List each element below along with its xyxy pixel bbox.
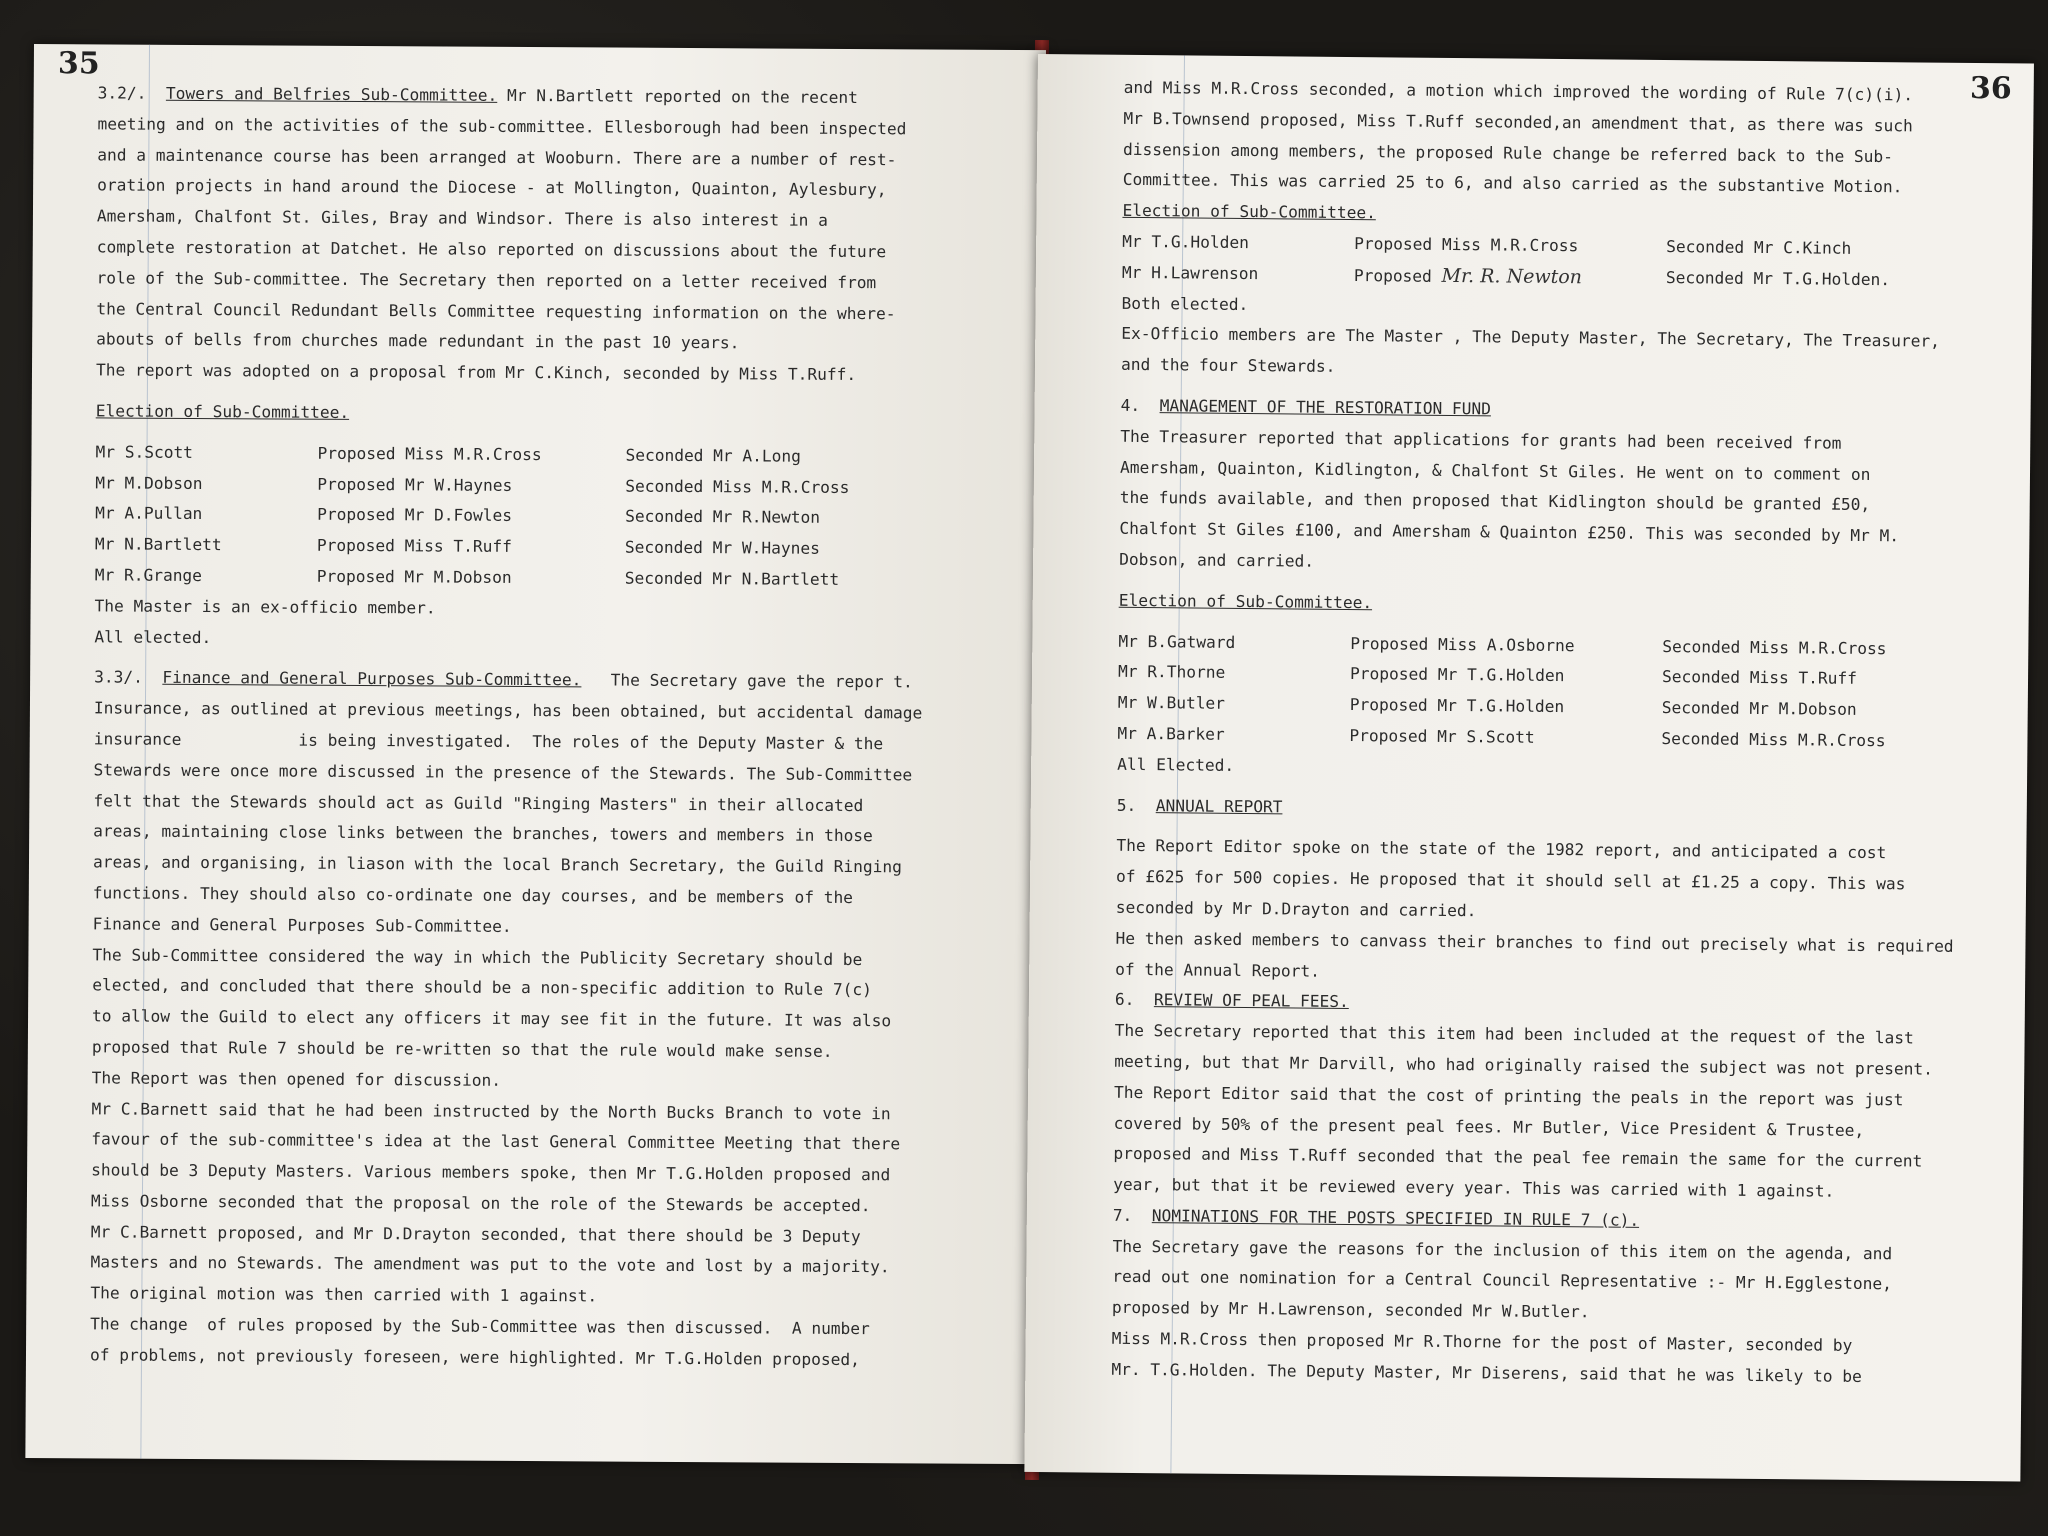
text-line: insurance is being investigated. The roles of the Deputy Master & the <box>93 729 884 754</box>
text-line: Mr C.Barnett proposed, and Mr D.Drayton seconded, that there should be 3 Deputy <box>90 1222 861 1246</box>
text-line: The Sub-Committee considered the way in which the Publicity Secretary should be <box>92 944 863 969</box>
proposed-label: Proposed <box>1353 265 1432 286</box>
text-line: The Secretary gave the reasons for the inclusion of this item on the agenda, and <box>1112 1236 1893 1263</box>
section-heading: REVIEW OF PEAL FEES. <box>1153 990 1349 1012</box>
text-line: abouts of bells from churches made redundant in the past 10 years. <box>96 329 740 353</box>
seconded-by: Seconded Miss M.R.Cross <box>1661 728 1886 751</box>
right-page-text <box>1111 73 1962 1394</box>
text-line: oration projects in hand around the Diocese - at Mollington, Quainton, Aylesbury, <box>97 175 887 200</box>
text-line: areas, maintaining close links between the branches, towers and members in those <box>93 821 873 846</box>
text-line: The Master is an ex-officio member. <box>94 596 436 618</box>
text-line: seconded by Mr D.Drayton and carried. <box>1115 897 1477 921</box>
text-line: and the four Stewards. <box>1120 354 1336 377</box>
nominee-name: Mr N.Bartlett <box>94 534 222 555</box>
text-line: All elected. <box>94 626 212 647</box>
section-number: 3.2/. <box>97 83 147 103</box>
text-line: The Report Editor said that the cost of printing the peals in the report was just <box>1113 1082 1904 1110</box>
text-line: The change of rules proposed by the Sub-Committee was then discussed. A number <box>90 1314 870 1339</box>
text-line: complete restoration at Datchet. He also reported on discussions about the future <box>96 237 887 262</box>
text-line: Miss M.R.Cross then proposed Mr R.Thorne for the post of Master, seconded by <box>1111 1328 1853 1355</box>
section-heading: Finance and General Purposes Sub-Committee. <box>162 668 582 690</box>
election-row <box>95 499 924 535</box>
left-page <box>25 44 1046 1464</box>
text-line: He then asked members to canvass their branches to find out precisely what is required <box>1115 928 1954 956</box>
handwritten-name: Mr. R. Newton <box>1441 264 1583 289</box>
election-row <box>95 530 924 566</box>
text-line: covered by 50% of the present peal fees. Mr Butler, Vice President & Trustee, <box>1113 1113 1865 1140</box>
seconded-by: Seconded Mr N.Bartlett <box>624 568 840 589</box>
text-line: The Treasurer reported that applications for grants had been received from <box>1120 426 1842 453</box>
text-line: Amersham, Quainton, Kidlington, & Chalfont St Giles. He went on to comment on <box>1119 457 1871 484</box>
text-line: Amersham, Chalfont St. Giles, Bray and Windsor. There is also interest in a <box>96 206 828 231</box>
section-3-2-first-line <box>98 78 927 114</box>
election-heading: Election of Sub-Committee. <box>1118 590 1373 612</box>
text-line: Both elected. <box>1121 293 1249 314</box>
nominee-name: Mr A.Barker <box>1117 723 1225 744</box>
text-line: of £625 for 500 copies. He proposed that it should sell at £1.25 a copy. This was <box>1116 866 1906 894</box>
page-number: 35 <box>57 46 100 82</box>
nominee-name: Mr W.Butler <box>1117 692 1226 713</box>
seconded-by: Seconded Mr R.Newton <box>625 506 821 528</box>
section-number: 5. <box>1116 795 1137 815</box>
proposed-by: Proposed Miss M.R.Cross <box>1354 234 1579 256</box>
text-line: The original motion was then carried with 1 against. <box>90 1283 598 1306</box>
text-line: elected, and concluded that there should be a non-specific addition to Rule 7(c) <box>92 975 872 1000</box>
section-number: 7. <box>1112 1205 1133 1225</box>
text-line: of problems, not previously foreseen, were highlighted. Mr T.G.Holden proposed, <box>89 1345 860 1369</box>
nominee-name: Mr B.Gatward <box>1118 631 1236 652</box>
text-line: proposed that Rule 7 should be re-written so that the rule would make sense. <box>91 1037 833 1061</box>
text-line: year, but that it be reviewed every year. This was carried with 1 against. <box>1113 1174 1835 1201</box>
text-line: The report was adopted on a proposal from Mr C.Kinch, seconded by Miss T.Ruff. <box>95 360 857 385</box>
page-number: 36 <box>1969 70 2012 107</box>
text-line: Insurance, as outlined at previous meetings, has been obtained, but accidental damage <box>93 698 923 723</box>
seconded-by: Seconded Mr W.Haynes <box>624 537 820 558</box>
text-line: areas, and organising, in liason with the local Branch Secretary, the Guild Ringing <box>92 852 902 877</box>
section-heading: Towers and Belfries Sub-Committee. <box>165 83 498 105</box>
text-line: and a maintenance course has been arranged at Wooburn. There are a number of rest- <box>97 144 897 169</box>
text-line: the funds available, and then proposed that Kidlington should be granted £50, <box>1119 488 1871 515</box>
text-line: proposed and Miss T.Ruff seconded that the peal fee remain the same for the current <box>1113 1144 1923 1171</box>
text-line: of the Annual Report. <box>1115 959 1320 981</box>
election-heading: Election of Sub-Committee. <box>1122 201 1376 223</box>
text-line: The Report Editor spoke on the state of the 1982 report, and anticipated a cost <box>1116 836 1887 863</box>
nominee-name: Mr H.Lawrenson <box>1121 262 1259 283</box>
text-line: Ex-Officio members are The Master , The Deputy Master, The Secretary, The Treasurer, <box>1121 324 1941 352</box>
text-line: Mr N.Bartlett reported on the recent <box>506 85 858 108</box>
nominee-name: Mr A.Pullan <box>95 503 203 524</box>
proposed-by <box>1354 260 1666 294</box>
election-row <box>95 437 924 473</box>
nominee-name: Mr S.Scott <box>95 442 194 462</box>
text-line: Dobson, and carried. <box>1119 549 1315 571</box>
nominee-name: Mr R.Grange <box>94 565 203 585</box>
section-heading: NOMINATIONS FOR THE POSTS SPECIFIED IN RULE 7 (c). <box>1151 1206 1640 1230</box>
seconded-by: Seconded Miss T.Ruff <box>1661 667 1858 689</box>
text-line: the Central Council Redundant Bells Committee requesting information on the where- <box>96 298 896 323</box>
proposed-by: Proposed Mr M.Dobson <box>316 566 512 587</box>
seconded-by: Seconded Mr M.Dobson <box>1661 698 1857 720</box>
text-line: The Secretary reported that this item had been included at the request of the last <box>1114 1020 1914 1048</box>
seconded-by: Seconded Miss M.R.Cross <box>625 476 850 497</box>
text-line: proposed by Mr H.Lawrenson, seconded Mr W.Butler. <box>1111 1298 1590 1322</box>
seconded-by: Seconded Mr C.Kinch <box>1666 237 1852 258</box>
text-line: Miss Osborne seconded that the proposal on the role of the Stewards be accepted. <box>90 1191 871 1216</box>
section-heading: MANAGEMENT OF THE RESTORATION FUND <box>1159 396 1492 419</box>
proposed-by: Proposed Mr D.Fowles <box>317 505 513 526</box>
text-line: Mr C.Barnett said that he had been instructed by the North Bucks Branch to vote in <box>91 1098 891 1123</box>
proposed-by: Proposed Miss M.R.Cross <box>317 443 542 464</box>
text-line: meeting and on the activities of the sub-committee. Ellesborough had been inspected <box>97 114 907 139</box>
text-line: and Miss M.R.Cross seconded, a motion which improved the wording of Rule 7(c)(i). <box>1123 77 1914 105</box>
left-page-text <box>90 78 926 1376</box>
section-heading: ANNUAL REPORT <box>1155 795 1283 816</box>
nominee-name: Mr M.Dobson <box>95 472 203 493</box>
text-line: should be 3 Deputy Masters. Various members spoke, then Mr T.G.Holden proposed and <box>91 1160 891 1185</box>
right-page <box>1024 54 2034 1481</box>
text-line: to allow the Guild to elect any officers it may see fit in the future. It was also <box>92 1006 892 1031</box>
text-line: favour of the sub-committee's idea at the last General Committee Meeting that there <box>91 1129 901 1154</box>
text-line: functions. They should also co-ordinate one day courses, and be members of the <box>92 883 854 907</box>
text-line: role of the Sub-committee. The Secretary then reported on a letter received from <box>96 268 877 292</box>
proposed-by: Proposed Miss T.Ruff <box>316 535 512 557</box>
seconded-by: Seconded Mr A.Long <box>625 445 801 466</box>
proposed-by: Proposed Miss A.Osborne <box>1350 633 1575 655</box>
text-line: Stewards were once more discussed in the presence of the Stewards. The Sub-Committee <box>93 760 913 785</box>
section-3-3-first-line <box>94 663 923 699</box>
text-line: The Secretary gave the repor t. <box>610 670 913 692</box>
text-line: Committee. This was carried 25 to 6, and also carried as the substantive Motion. <box>1122 170 1903 197</box>
proposed-by: Proposed Mr W.Haynes <box>317 474 513 495</box>
nominee-name: Mr R.Thorne <box>1117 662 1226 683</box>
election-row <box>95 560 924 596</box>
text-line: All Elected. <box>1117 754 1235 775</box>
text-line: felt that the Stewards should act as Guild "Ringing Masters" in their allocated <box>93 790 864 815</box>
proposed-by: Proposed Mr T.G.Holden <box>1349 695 1565 717</box>
text-line: Mr. T.G.Holden. The Deputy Master, Mr Diserens, said that he was likely to be <box>1111 1359 1862 1386</box>
proposed-by: Proposed Mr T.G.Holden <box>1349 664 1565 686</box>
proposed-by: Proposed Mr S.Scott <box>1349 725 1535 747</box>
election-row <box>95 468 924 504</box>
section-number: 3.3/. <box>94 667 143 688</box>
text-line: Chalfont St Giles £100, and Amersham & Quainton £250. This was seconded by Mr M. <box>1119 518 1900 546</box>
text-line: read out one nomination for a Central Council Representative :- Mr H.Egglestone, <box>1112 1267 1892 1294</box>
election-heading: Election of Sub-Committee. <box>95 401 350 422</box>
seconded-by: Seconded Miss M.R.Cross <box>1662 636 1887 658</box>
section-number: 6. <box>1114 990 1135 1010</box>
section-number: 4. <box>1120 395 1141 415</box>
text-line: Finance and General Purposes Sub-Committee. <box>92 914 512 936</box>
nominee-name: Mr T.G.Holden <box>1122 231 1249 253</box>
text-line: Masters and no Stewards. The amendment was put to the vote and lost by a majority. <box>90 1252 890 1277</box>
text-line: meeting, but that Mr Darvill, who had originally raised the subject was not present. <box>1114 1051 1934 1079</box>
text-line: Mr B.Townsend proposed, Miss T.Ruff seconded,an amendment that, as there was such <box>1123 108 1913 136</box>
text-line: The Report was then opened for discussion. <box>91 1068 502 1090</box>
text-line: dissension among members, the proposed Rule change be referred back to the Sub- <box>1123 139 1894 166</box>
seconded-by: Seconded Mr T.G.Holden. <box>1665 267 1891 289</box>
